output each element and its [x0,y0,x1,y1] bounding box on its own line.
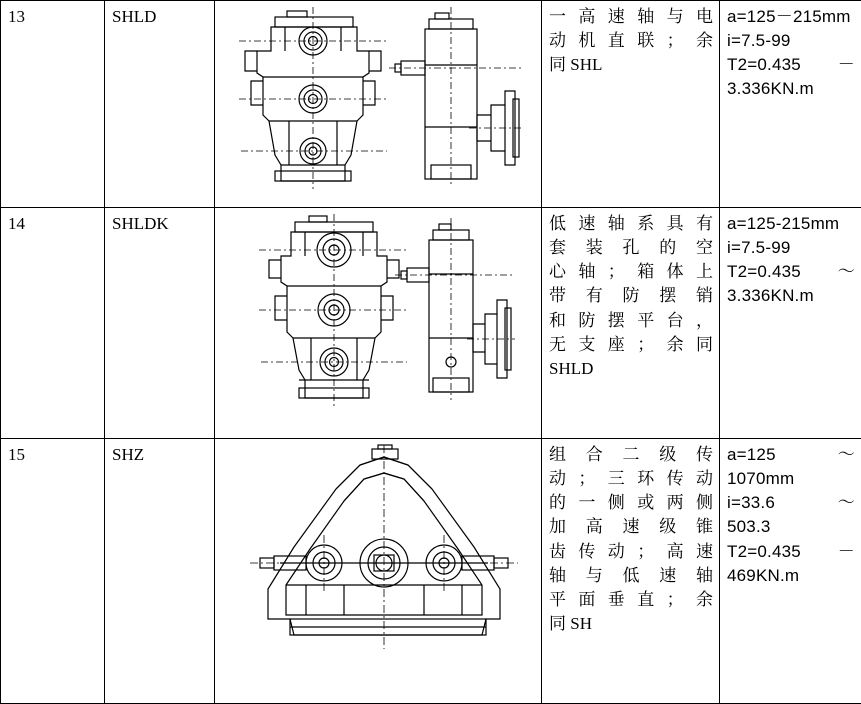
param-right: ～ [838,260,855,284]
param-line: i=7.5-99 [727,236,855,260]
table-row [1,1,861,208]
param-line: i=7.5-99 [727,29,855,53]
param-line: 503.3 [727,515,855,539]
param-left: T2=0.435 [727,53,801,77]
desc-line: 同 SH [549,612,713,636]
desc-line: 带有防摆销 [549,284,713,308]
desc-line: 和防摆平台， [549,309,713,333]
row-figure [215,439,542,704]
param-right: ～ [838,491,855,515]
row-number: 13 [1,1,105,208]
desc-line: 组合二级传 [549,443,713,467]
row-params [720,208,861,439]
param-line [727,491,855,515]
desc-line: 齿传动；高速 [549,540,713,564]
param-line: 469KN.m [727,564,855,588]
shz-gearbox-drawing [224,443,534,675]
shld-gearbox-drawing [229,5,529,191]
row-code: SHZ [105,439,215,704]
param-line [727,53,855,77]
param-line: 3.336KN.m [727,284,855,308]
table-row [1,439,861,704]
table-row [1,208,861,439]
param-line: 1070mm [727,467,855,491]
row-figure [215,1,542,208]
row-number: 15 [1,439,105,704]
param-left: a=125 [727,443,776,467]
desc-line: SHLD [549,357,713,381]
row-number: 14 [1,208,105,439]
row-description [542,1,720,208]
param-line: 3.336KN.m [727,77,855,101]
param-line: a=125-215mm [727,212,855,236]
desc-line: 心轴；箱体上 [549,260,713,284]
row-description [542,208,720,439]
desc-line: 加高速级锥 [549,515,713,539]
param-right: － [838,540,855,564]
desc-line: 的一侧或两侧 [549,491,713,515]
param-line [727,540,855,564]
desc-line: 同 SHL [549,53,713,77]
desc-line: 动机直联；余 [549,29,713,53]
desc-line: 无支座；余同 [549,333,713,357]
row-figure [215,208,542,439]
desc-line: 一高速轴与电 [549,5,713,29]
param-line [727,443,855,467]
param-right: ～ [838,443,855,467]
row-description [542,439,720,704]
desc-line: 平面垂直；余 [549,588,713,612]
param-right: － [838,53,855,77]
row-code: SHLD [105,1,215,208]
param-line [727,260,855,284]
param-left: i=33.6 [727,491,775,515]
param-left: T2=0.435 [727,260,801,284]
param-line: a=125－215mm [727,5,855,29]
row-code: SHLDK [105,208,215,439]
desc-line: 轴与低速轴 [549,564,713,588]
param-left: T2=0.435 [727,540,801,564]
row-params [720,1,861,208]
row-params [720,439,861,704]
desc-line: 动；三环传动 [549,467,713,491]
desc-line: 套装孔的空 [549,236,713,260]
shldk-gearbox-drawing [229,212,529,412]
desc-line: 低速轴系具有 [549,212,713,236]
